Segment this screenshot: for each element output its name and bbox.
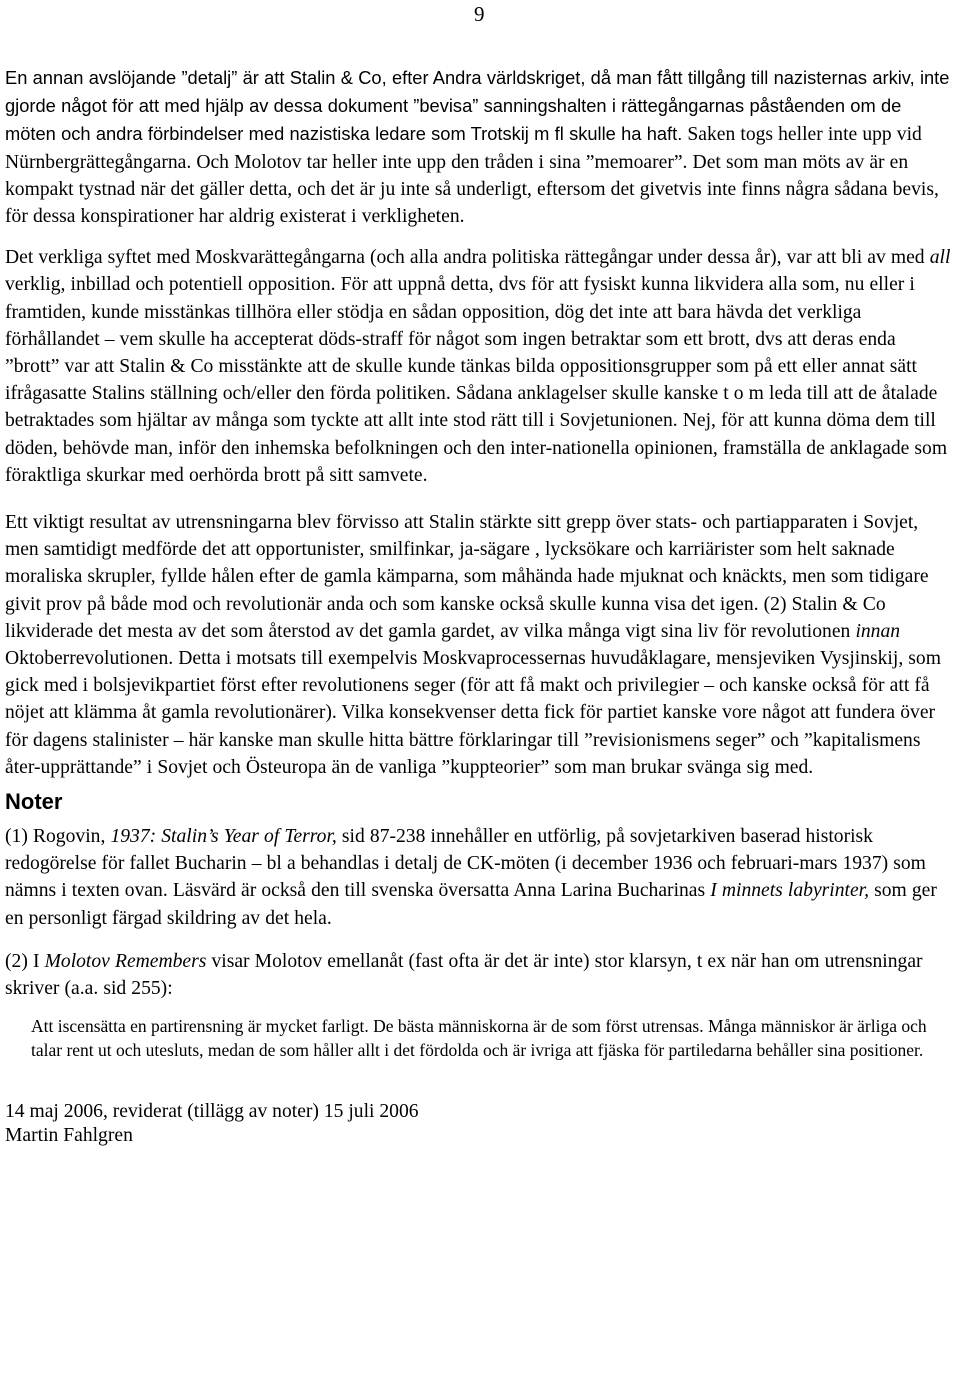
paragraph-purge-result: [5, 509, 955, 781]
date-line: 14 maj 2006, reviderat (tillägg av noter) 15 juli 2006: [5, 1101, 419, 1123]
paragraph-stalin-archives: [5, 64, 955, 230]
paragraph-text: Oktoberrevolutionen. Detta i motsats till exempelvis Moskvaprocessernas huvudåklagare, mensjeviken Vysjinskij, som gick med i bolsjevikpartiet först efter revolutionens seger (för att få makt och privilegier – och kanske också för att få nöjet att klämma åt gamla revolutionärer). Vilka konsekvenser detta fick för partiet kanske vore något att fundera över för dagens stalinister – här kanske man skulle hitta bättre förklaringar till ”revisionismens seger” och ”kapitalismens åter-upprättande” i Sovjet och Östeuropa än de vanliga ”kuppteorier” som man brukar svänga sig med.: [5, 648, 941, 778]
emphasis-text: innan: [855, 620, 901, 642]
document-body: [5, 64, 955, 1148]
molotov-quote: Att iscensätta en partirensning är mycket farligt. De bästa människorna är de som först utrensas. Många människor är ärliga och talar rent ut och utesluts, medan de som håller allt i det fördolda och är ivriga att fjäska för partiledarna behåller sina positioner.: [31, 1016, 927, 1061]
book-title: 1937: Stalin’s Year of Terror,: [110, 826, 337, 848]
notes-heading: Noter: [5, 789, 63, 815]
book-title: Molotov Remembers: [44, 950, 207, 972]
paragraph-text: Ett viktigt resultat av utrensningarna blev förvisso att Stalin stärkte sitt grepp över stats- och partiapparaten i Sovjet, men samtidigt medförde det att opportunister, smilfinkar, ja-sägare , lycksökare och karriärister som helt saknade moraliska skrupler, fyllde hålen efter de gamla kämparna, som måhända hade mjuknat och knäckts, men som tidigare givit prov på både mod och revolutionär anda och som kanske också skulle kunna visa det igen. (2) Stalin & Co likviderade det mesta av det som återstod av det gamla gardet, av vilka många vigt sina liv för revolutionen: [5, 512, 929, 642]
note-text: sid 87-238 innehåller en utförlig, på sovjetarkiven baserad historisk redogörelse för fallet Bucharin – bl a behandlas i detalj de CK-möten (i december 1936 och februari-mars 1937) som nämns i texten ovan. Läsvärd är också den till svenska översatta Anna Larina Bucharinas: [5, 826, 926, 902]
note-text: (1) Rogovin,: [5, 826, 111, 848]
paragraph-moscow-trials: [5, 244, 955, 489]
emphasis-text: all: [929, 247, 951, 269]
page-number: 9: [474, 2, 485, 26]
author-name: Martin Fahlgren: [5, 1125, 133, 1147]
paragraph-text: Det verkliga syftet med Moskvarättegångarna (och alla andra politiska rättegångar under dessa år), var att bli av med: [5, 247, 930, 269]
note-2: [5, 948, 955, 1002]
note-text: visar Molotov emellanåt (fast ofta är det är inte) stor klarsyn, t ex när han om utrensningar skriver (a.a. sid 255):: [5, 950, 923, 1000]
paragraph-lead-text: En annan avslöjande ”detalj” är att Stalin & Co, efter Andra världskriget, då man fått tillgång till nazisternas arkiv, inte gjorde något för att med hjälp av dessa dokument ”bevisa” sanningshalten i rättegångarnas påståenden om de möten och andra förbindelser med nazistiska ledare som Trotskij m fl skulle ha haft.: [5, 67, 950, 145]
book-title: I minnets labyrinter,: [710, 880, 870, 902]
paragraph-rest-text: Saken togs heller inte upp vid Nürnbergrättegångarna. Och Molotov tar heller inte upp den tråden i sina ”memoarer”. Det som man möts av är en kompakt tystnad när det gäller detta, och det är ju inte så underligt, eftersom det givetvis inte finns några sådana bevis, för dessa konspirationer har aldrig existerat i verkligheten.: [5, 124, 939, 228]
signature-block: [5, 1100, 955, 1148]
note-text: (2) I: [5, 950, 45, 972]
note-1: [5, 823, 955, 932]
paragraph-text: verklig, inbillad och potentiell opposition. För att uppnå detta, dvs för att fysiskt kunna likvidera alla som, nu eller i framtiden, kunde misstänkas tillhöra eller stödja en sådan opposition, dög det inte att bara hävda det verkliga förhållandet – vem skulle ha accepterat döds-straff för något som ingen betraktar som ett brott, dvs att deras enda ”brott” var att Stalin & Co misstänkte att de skulle kunde tänkas bilda oppositionsgrupper som på ett eller annat sätt ifrågasatte Stalins ställning och/eller den förda politiken. Sådana anklagelser skulle kanske t o m leda till att de åtalade betraktades som hjältar av många som tyckte att allt inte stod rätt till i Sovjetunionen. Nej, för att kunna döma dem till döden, behövde man, inför den inhemska befolkningen och den inter-nationella opinionen, framställa de anklagade som föraktliga skurkar med oerhörda brott på sitt samvete.: [5, 274, 948, 486]
note-text: som ger en personligt färgad skildring av det hela.: [5, 880, 937, 929]
